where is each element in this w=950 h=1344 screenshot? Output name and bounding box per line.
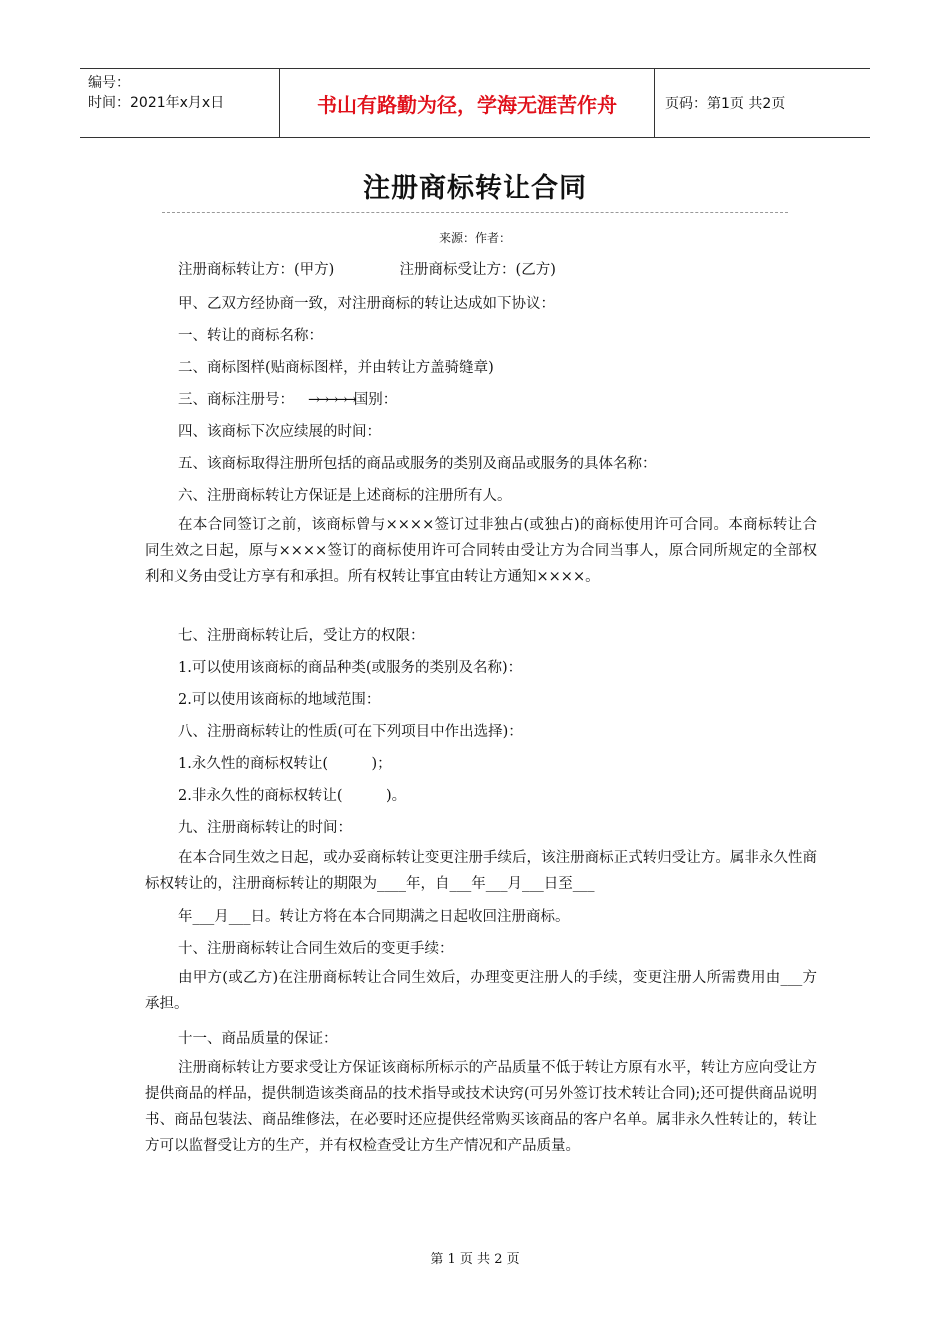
header-motto: 书山有路勤为径，学海无涯苦作舟 xyxy=(280,69,655,137)
header-meta xyxy=(80,69,280,137)
time-paragraph: 在本合同生效之日起，或办妥商标转让变更注册手续后，该注册商标正式转归受让方。属非永久性商标权转让的，注册商标转让的期限为____年，自___年___月___日至___ xyxy=(145,850,817,892)
time-end-line: 年___月___日。转让方将在本合同期满之日起收回注册商标。 xyxy=(178,909,570,925)
clause-3 xyxy=(178,388,397,409)
clause-7-2: 2.可以使用该商标的地域范围： xyxy=(178,692,381,708)
clause-3-marks: →→→→→ xyxy=(308,392,354,408)
clause-1: 一、转让的商标名称： xyxy=(178,328,323,344)
quality-paragraph: 注册商标转让方要求受让方保证该商标所标示的产品质量不低于转让方原有水平，转让方应向受让方提供商品的样品，提供制造该类商品的技术指导或技术诀窍(可另外签订技术转让合同);还可提供商品说明书、商品包装法、商品维修法，在必要时还应提供经常购买该商品的客户名单。属非永久性转让的，转让方可以监督受让方的生产，并有权检查受让方生产情况和产品质量。 xyxy=(145,1060,817,1154)
parties-line xyxy=(178,258,556,279)
clause-11: 十一、商品质量的保证： xyxy=(178,1031,338,1047)
source-line: 来源：作者： xyxy=(438,231,511,245)
clause-10: 十、注册商标转让合同生效后的变更手续： xyxy=(178,941,454,957)
license-paragraph: 在本合同签订之前，该商标曾与××××签订过非独占(或独占)的商标使用许可合同。本商标转让合同生效之日起，原与××××签订的商标使用许可合同转由受让方为合同当事人，原合同所规定的全部权利和义务由受让方享有和承担。所有权转让事宜由转让方通知××××。 xyxy=(145,517,817,585)
clause-8: 八、注册商标转让的性质(可在下列项目中作出选择)： xyxy=(178,724,523,740)
clause-9: 九、注册商标转让的时间： xyxy=(178,820,352,836)
clause-3-prefix: 三、商标注册号： xyxy=(178,392,294,408)
page-footer: 第 1 页 共 2 页 xyxy=(430,1252,520,1267)
title-divider xyxy=(162,212,788,213)
header-page-info: 页码：第1页 共2页 xyxy=(665,96,786,112)
time-label: 时间：2021年x月x日 xyxy=(88,95,225,111)
clause-2: 二、商标图样(贴商标图样，并由转让方盖骑缝章) xyxy=(178,360,494,376)
number-label: 编号： xyxy=(88,75,130,91)
clause-7-1: 1.可以使用该商标的商品种类(或服务的类别及名称)： xyxy=(178,660,523,676)
change-paragraph: 由甲方(或乙方)在注册商标转让合同生效后，办理变更注册人的手续，变更注册人所需费用由___方承担。 xyxy=(145,970,817,1012)
clause-5: 五、该商标取得注册所包括的商品或服务的类别及商品或服务的具体名称： xyxy=(178,456,657,472)
transferee-label: 注册商标受让方：(乙方) xyxy=(399,262,556,278)
document-title: 注册商标转让合同 xyxy=(363,173,587,204)
agreement-line: 甲、乙双方经协商一致，对注册商标的转让达成如下协议： xyxy=(178,296,555,312)
clause-4: 四、该商标下次应续展的时间： xyxy=(178,424,381,440)
page-header xyxy=(80,68,870,138)
clause-8-1: 1.永久性的商标权转让( )； xyxy=(178,756,392,772)
clause-8-2: 2.非永久性的商标权转让( )。 xyxy=(178,788,407,804)
clause-7: 七、注册商标转让后，受让方的权限： xyxy=(178,628,425,644)
clause-6: 六、注册商标转让方保证是上述商标的注册所有人。 xyxy=(178,488,512,504)
transferor-label: 注册商标转让方：(甲方) xyxy=(178,262,335,278)
clause-3-suffix: 国别： xyxy=(353,392,398,408)
